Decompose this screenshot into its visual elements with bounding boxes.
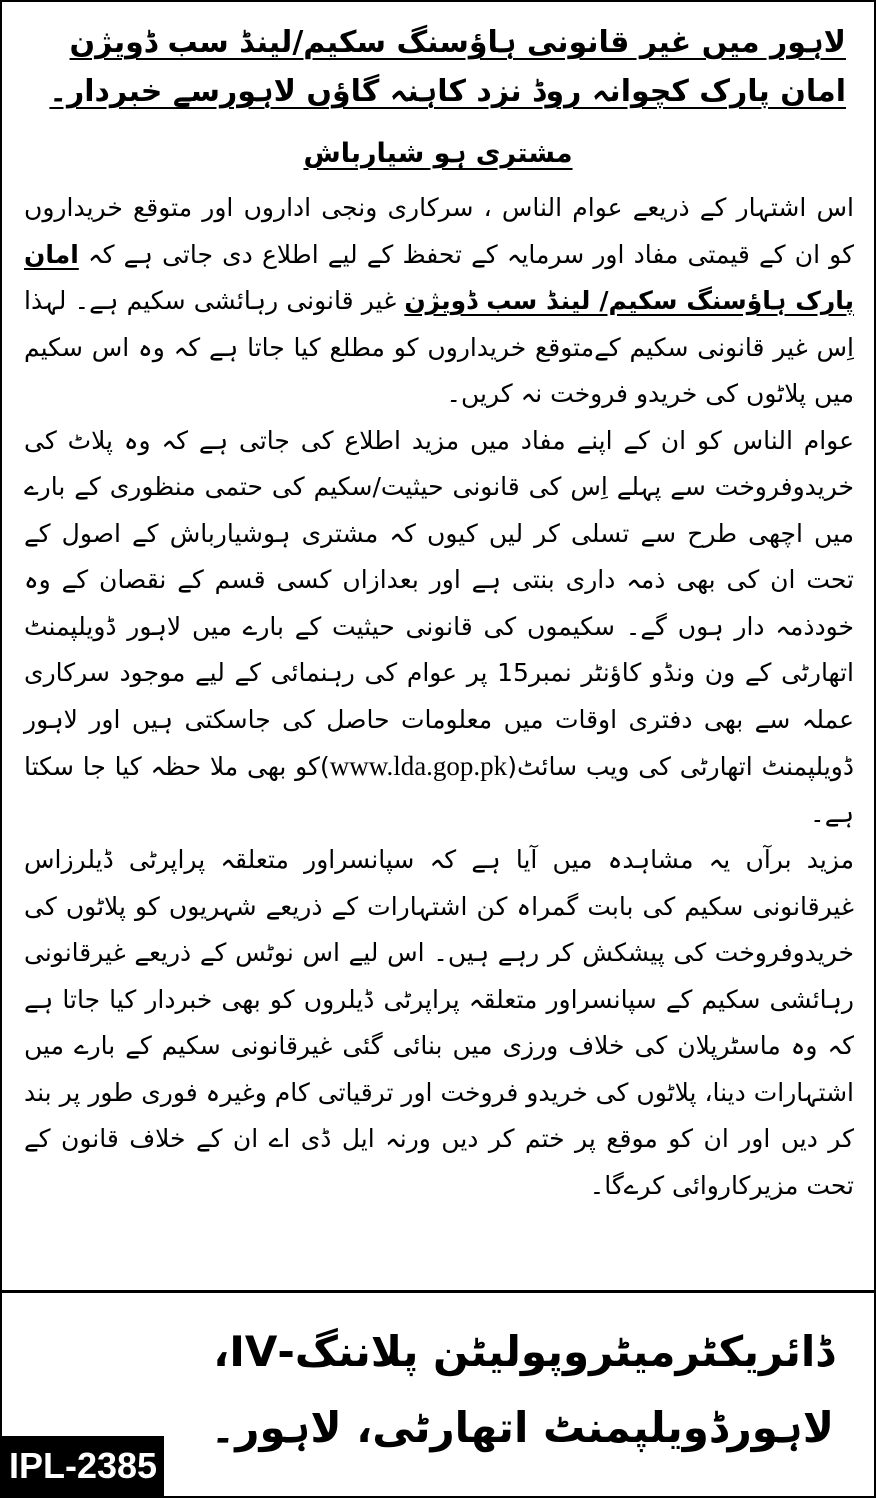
paragraph-1-start: اس اشتہار کے ذریعے عوام الناس ، سرکاری ونجی اداروں اور متوقع خریداروں کو ان کے قیمتی مفاد اور سرمایہ کے تحفظ کے لیے اطلاع دی جاتی ہے کہ <box>24 193 854 269</box>
section-divider <box>2 1290 874 1293</box>
reference-code: IPL-2385 <box>2 1436 164 1496</box>
website-link[interactable]: www.lda.gop.pk <box>329 751 508 781</box>
paragraph-1 <box>24 185 854 418</box>
signature-title: ڈائریکٹرمیٹروپولیٹن پلاننگ-IV، <box>213 1327 834 1376</box>
signature-block <box>211 1314 834 1466</box>
paragraph-2-start: عوام الناس کو ان کے اپنے مفاد میں مزید اطلاع کی جاتی ہے کہ وہ پلاٹ کی خریدوفروخت سے پہلے اِس کی قانونی حیثیت/سکیم کی حتمی منظوری کے بارے میں اچھی طرح سے تسلی کر لیں کیوں کہ مشتری ہوشیارباش کے اصول کے تحت ان کی بھی ذمہ داری بنتی ہے اور بعدازاں کسی قسم کے نقصان کے وہ خودذمہ دار ہوں گے۔ سکیموں کی قانونی حیثیت کے بارے میں لاہور ڈویلپمنٹ اتھارٹی کے ون ونڈو کاؤنٹر نمبر15 پر عوام کی رہنمائی کے لیے موجود سرکاری عملہ سے بھی دفتری اوقات میں معلومات حاصل کی جاسکتی ہیں اور لاہور ڈویلپمنٹ اتھارٹی کی ویب سائٹ( <box>24 425 854 781</box>
paragraph-3: مزید برآں یہ مشاہدہ میں آیا ہے کہ سپانسراور متعلقہ پراپرٹی ڈیلرزاس غیرقانونی سکیم کی بابت گمراہ کن اشتہارات کے ذریعے شہریوں کو پلاٹوں کی خریدوفروخت کی پیشکش کر رہے ہیں۔ اس لیے اس نوٹس کے ذریعے غیرقانونی رہائشی سکیم کے سپانسراور متعلقہ پراپرٹی ڈیلروں کو بھی خبردار کیا جاتا ہے کہ وہ ماسٹرپلان کی خلاف ورزی میں بنائی گئی غیرقانونی سکیم کے بارے میں اشتہارات دینا، پلاٹوں کی خریدو فروخت اور ترقیاتی کام وغیرہ فوری طور پر بند کر دیں اور ان کو موقع پر ختم کر دیں ورنہ ایل ڈی اے ان کے خلاف قانون کے تحت مزیرکاروائی کرےگا۔ <box>24 845 854 1200</box>
notice-body <box>24 185 854 1209</box>
paragraph-2 <box>24 418 854 838</box>
signature-organization: لاہورڈویلپمنٹ اتھارٹی، لاہور۔ <box>210 1403 834 1452</box>
paragraph-1-end: غیر قانونی رہائشی سکیم ہے۔ لہذا اِس غیر قانونی سکیم کےمتوقع خریداروں کو مطلع کیا جاتا ہے کہ وہ اس سکیم میں پلاٹوں کی خریدو فروخت نہ کریں۔ <box>24 286 854 408</box>
notice-title: لاہور میں غیر قانونی ہاؤسنگ سکیم/لینڈ سب ڈویژن امان پارک کچوانہ روڈ نزد کاہنہ گاؤں لاہورسے خبردار۔ <box>49 25 846 109</box>
notice-subtitle: مشتری ہو شیارباش <box>303 138 573 169</box>
scheme-name: امان پارک ہاؤسنگ سکیم/ لینڈ سب ڈویژن <box>24 239 854 315</box>
paragraph-2-end: )کو بھی ملا حظہ کیا جا سکتا ہے۔ <box>24 752 854 828</box>
